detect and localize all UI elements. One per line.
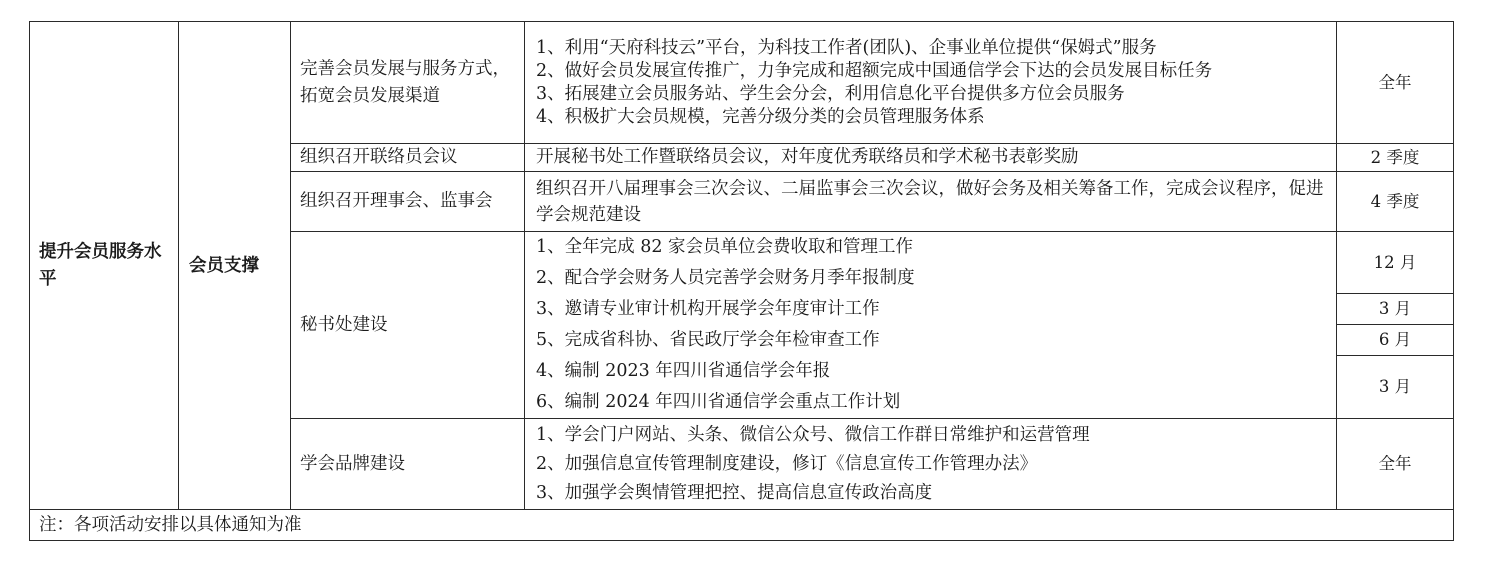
content-line: 开展秘书处工作暨联络员会议，对年度优秀联络员和学术秘书表彰奖励	[536, 147, 1079, 167]
plan-table-sheet	[29, 21, 1453, 545]
content-line: 5、完成省科协、省民政厅学会年检审查工作	[536, 330, 880, 350]
content-cell	[525, 419, 1337, 510]
content-line: 6、编制 2024 年四川省通信学会重点工作计划	[536, 392, 901, 412]
item-cell: 完善会员发展与服务方式，拓宽会员发展渠道	[291, 22, 525, 144]
content-cell	[525, 144, 1337, 172]
item-cell: 秘书处建设	[291, 232, 525, 419]
content-line: 2、配合学会财务人员完善学会财务月季年报制度	[536, 268, 915, 288]
content-line: 3、邀请专业审计机构开展学会年度审计工作	[536, 299, 880, 319]
time-cell: 全年	[1337, 419, 1454, 510]
time-cell: 全年	[1337, 22, 1454, 144]
content-cell	[525, 232, 1337, 419]
content-line: 1、学会门户网站、头条、微信公众号、微信工作群日常维护和运营管理	[536, 424, 1090, 445]
table-note: 注：各项活动安排以具体通知为准	[30, 510, 1454, 541]
content-line: 2、做好会员发展宣传推广，力争完成和超额完成中国通信学会下达的会员发展目标任务	[536, 60, 1213, 81]
time-cell: 2 季度	[1337, 144, 1454, 172]
time-cell: 6 月	[1337, 325, 1453, 356]
content-line: 3、拓展建立会员服务站、学生会分会，利用信息化平台提供多方位会员服务	[536, 83, 1125, 104]
time-cell-group	[1337, 232, 1454, 419]
category-cell: 提升会员服务水平	[30, 22, 179, 510]
content-line: 3、加强学会舆情管理把控、提高信息宣传政治高度	[536, 482, 933, 503]
time-cell: 3 月	[1337, 294, 1453, 325]
subcategory-cell: 会员支撑	[179, 22, 291, 510]
item-cell: 学会品牌建设	[291, 419, 525, 510]
content-line: 2、加强信息宣传管理制度建设，修订《信息宣传工作管理办法》	[536, 453, 1038, 474]
content-cell	[525, 22, 1337, 144]
content-cell	[525, 172, 1337, 232]
content-line: 1、全年完成 82 家会员单位会费收取和管理工作	[536, 237, 914, 257]
time-cell: 3 月	[1378, 377, 1412, 396]
table-row	[30, 22, 1454, 144]
work-plan-table	[29, 21, 1454, 541]
content-line: 4、积极扩大会员规模，完善分级分类的会员管理服务体系	[536, 106, 985, 127]
content-line: 4、编制 2023 年四川省通信学会年报	[536, 361, 831, 381]
note-row	[30, 510, 1454, 541]
time-cell: 12 月	[1337, 232, 1453, 294]
time-cell: 4 季度	[1337, 172, 1454, 232]
content-line: 组织召开八届理事会三次会议、二届监事会三次会议，做好会务及相关筹备工作，完成会议程序，促进学会规范建设	[536, 178, 1324, 225]
content-line: 1、利用“天府科技云”平台，为科技工作者(团队)、企事业单位提供“保姆式”服务	[536, 37, 1157, 58]
item-cell: 组织召开理事会、监事会	[291, 172, 525, 232]
item-cell: 组织召开联络员会议	[291, 144, 525, 172]
